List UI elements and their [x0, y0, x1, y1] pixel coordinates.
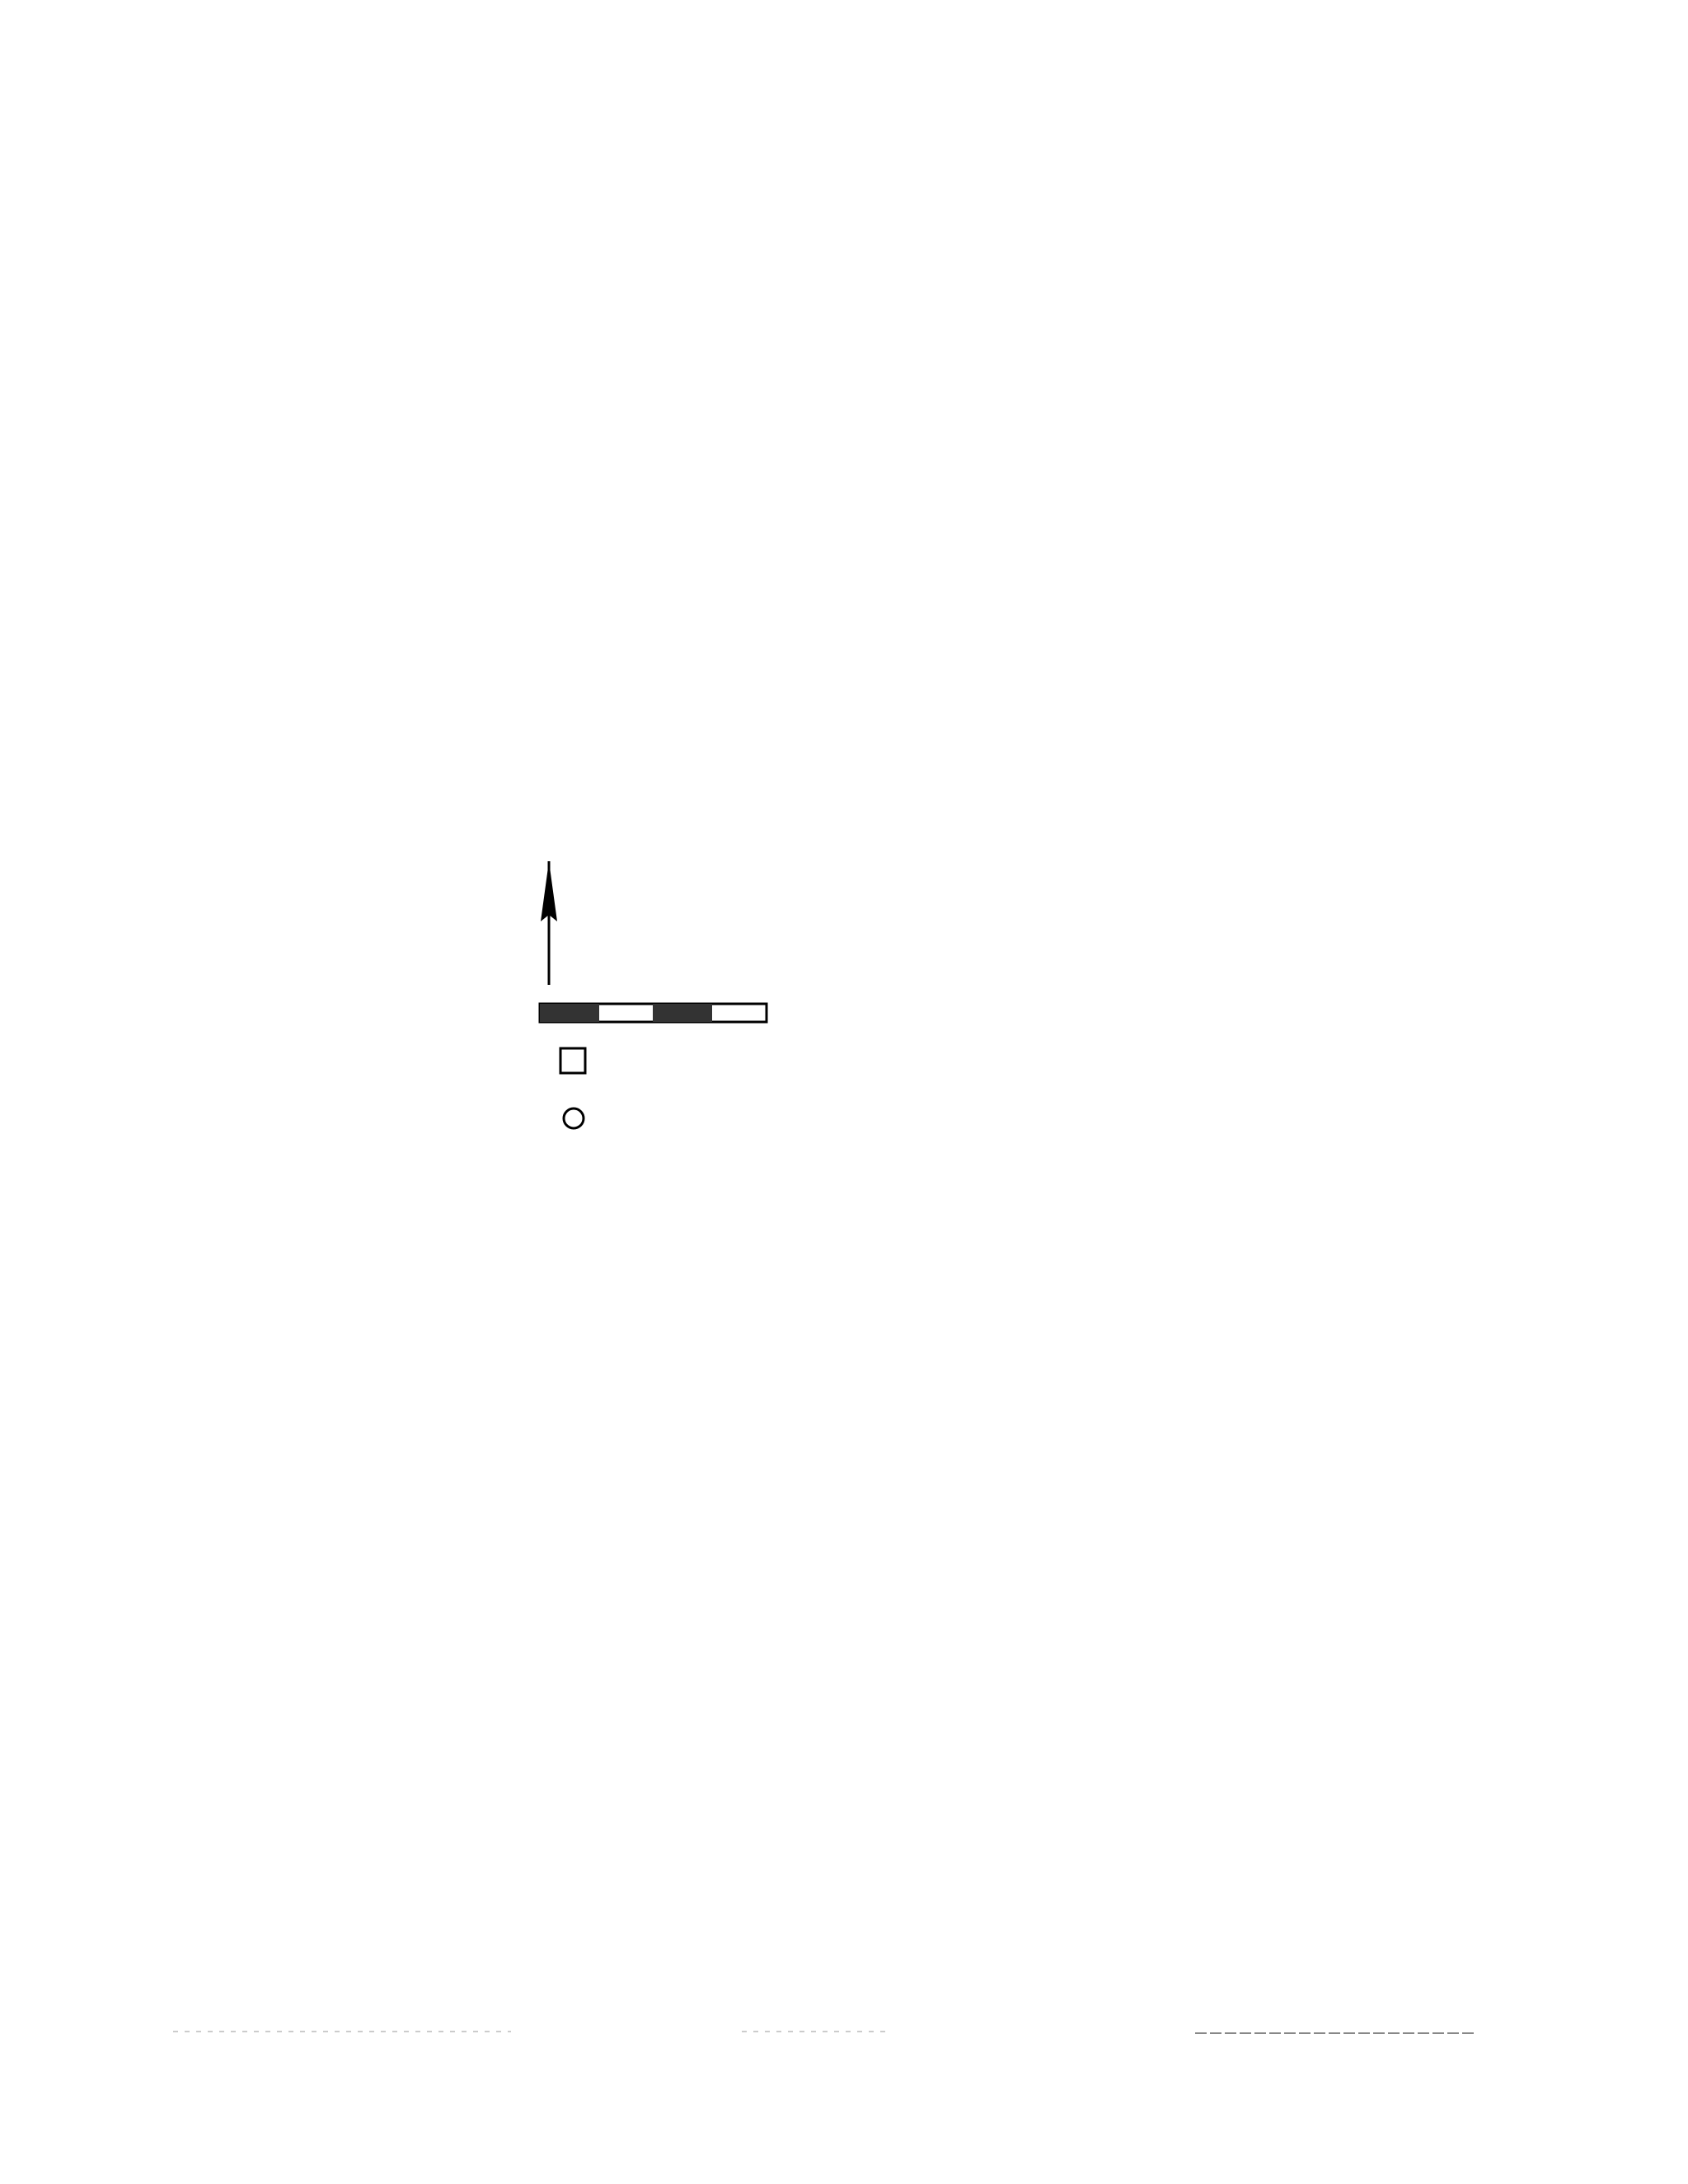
north-arrow-icon	[541, 861, 557, 985]
breaker-legend-icon	[560, 1048, 585, 1073]
scan-artifact-line	[0, 2027, 1688, 2044]
legend	[560, 1048, 585, 1128]
scale-bar	[540, 1004, 767, 1022]
fuse-legend-icon	[564, 1108, 584, 1128]
